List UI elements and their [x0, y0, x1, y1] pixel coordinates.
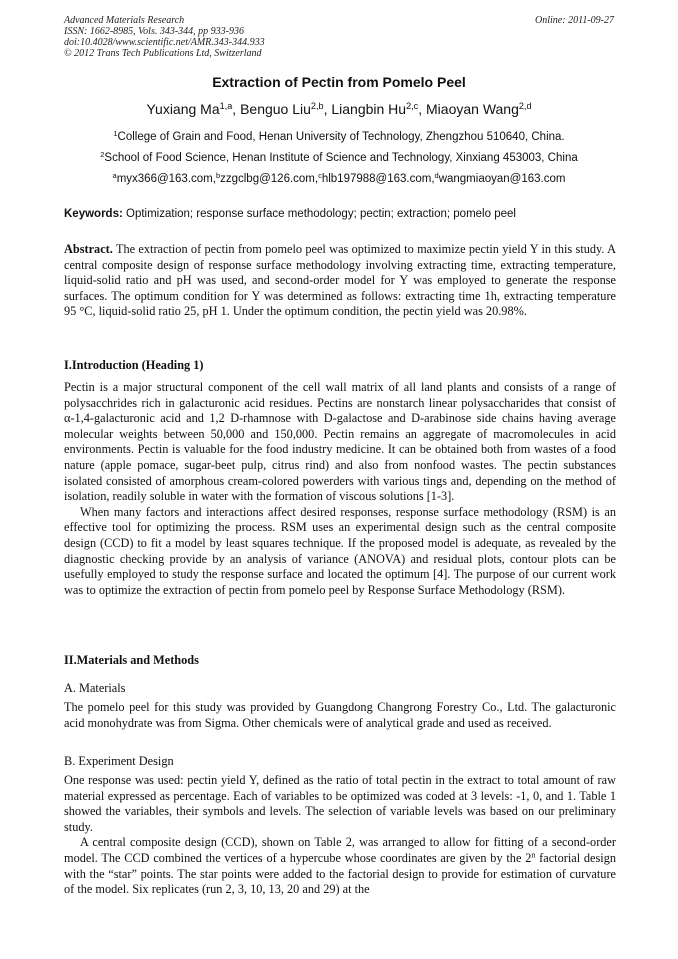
journal-header	[64, 15, 265, 59]
email-sup: d	[434, 170, 439, 180]
author-name: Benguo Liu	[240, 101, 311, 117]
affiliation-2	[0, 149, 678, 164]
email-sup: c	[318, 170, 322, 180]
introduction-body	[64, 380, 616, 598]
section-heading-introduction: I.Introduction (Heading 1)	[64, 358, 204, 372]
paper-title: Extraction of Pectin from Pomelo Peel	[212, 74, 466, 90]
email-address: myx366@163.com,	[116, 173, 216, 185]
email-sup: b	[215, 170, 221, 180]
author-list: Yuxiang Ma$^{1,a}$, Benguo Liu$^{2,b}$, Liangbin Hu$^{2,c}$, Miaoyan Wang$^{2,d}$	[146, 101, 532, 117]
affiliation-text: College of Grain and Food, Henan University of Technology, Zhengzhou 510640, China.	[117, 131, 565, 143]
affiliation-text: School of Food Science, Henan Institute of Science and Technology, Xinxiang 453003, China	[104, 152, 578, 164]
author-affil-sup: 2,c	[406, 101, 419, 111]
materials-body	[64, 700, 616, 731]
experiment-paragraph-2	[64, 835, 616, 897]
keywords-label: Keywords:	[64, 208, 123, 220]
online-date: Online: 2011-09-27	[535, 15, 614, 26]
keywords-line	[64, 208, 616, 220]
introduction-paragraph-2: When many factors and interactions affect desired responses, response surface methodology (RSM) is an effective tool for optimizing the process. RSM uses an experimental design such as the central composite design (CCD) to fit a model by least squares technique. If the proposed model is adequate, as revealed by the diagnostic checking provide by an analysis of variance (ANOVA) and residual plots, contour plots can be usefully employed to study the response surface and located the optimum [4]. The purpose of our current work was to optimize the extraction of pectin from pomelo peel by Response Surface Methodology (RSM).	[64, 504, 616, 597]
author-affil-sup: 1,a	[219, 101, 233, 111]
subheading-experiment-design: B. Experiment Design	[64, 754, 174, 768]
email-line	[0, 170, 678, 185]
copyright-line: © 2012 Trans Tech Publications Ltd, Switzerland	[64, 48, 262, 59]
affiliation-sup: 2	[100, 149, 105, 159]
author-affil-sup: 2,b	[310, 101, 324, 111]
experiment-design-body	[64, 773, 616, 898]
introduction-paragraph-1: Pectin is a major structural component of the cell wall matrix of all land plants and consists of a range of polysacchrides rich in galacturonic acid residues. Pectins are nonstarch linear polysaccharides that consist of α-1,4-galacturonic acid and 1,2 D-rhamnose with D-galactose and D-arabinose side chains having average molecular weights between 50,000 and 150,000. Pectin remains an aggregate of macromolecules in acid environments. Pectin is valuable for the food industry medicine. It can be obtained both from wastes of a food nature (apple pomace, sugar-beet pulp, citrus rind) and also from nonfood wastes. The pectin substances isolated consisted of amorphous cream-colored powerders with various tings and, depending on the method of isolation, readily soluble in water with the formation of viscous solutions [1-3].	[64, 380, 616, 504]
affiliation-1	[0, 128, 678, 143]
email-address: zzgclbg@126.com,	[220, 173, 319, 185]
experiment-paragraph-2-start: A central composite design (CCD), shown on Table 2, was arranged to allow for fitting of a second-order model. The CCD combined the vertices of a hypercube whose coordinates are given by the 2	[64, 835, 616, 865]
journal-name: Advanced Materials Research	[64, 15, 185, 26]
abstract-block	[64, 242, 616, 320]
issn-line: ISSN: 1662-8985, Vols. 343-344, pp 933-936	[64, 26, 244, 37]
abstract-label: Abstract.	[64, 242, 113, 256]
keywords-text: Optimization; response surface methodology; pectin; extraction; pomelo peel	[126, 208, 516, 220]
experiment-paragraph-2-end: factorial design with the “star” points. The star points were added to the factorial design to provide for estimation of curvature of the model. Six replicates (run 2, 3, 10, 13, 20 and 29) at the	[64, 850, 616, 897]
affiliation-sup: 1	[113, 128, 118, 138]
author-name: Yuxiang Ma	[146, 101, 220, 117]
author-affil-sup: 2,d	[518, 101, 532, 111]
exponent-sup: n	[531, 850, 536, 860]
section-heading-methods: II.Materials and Methods	[64, 653, 199, 667]
email-address: hlb197988@163.com,	[321, 173, 435, 185]
author-name: Miaoyan Wang	[426, 101, 519, 117]
doi-line: doi:10.4028/www.scientific.net/AMR.343-344.933	[64, 37, 265, 48]
email-sup: a	[112, 170, 117, 180]
author-name: Liangbin Hu	[331, 101, 407, 117]
email-address: wangmiaoyan@163.com	[438, 173, 566, 185]
subheading-materials: A. Materials	[64, 681, 126, 695]
abstract-text: The extraction of pectin from pomelo peel was optimized to maximize pectin yield Y in this study. A central composite design of response surface methodology involving extracting time, extracting temperature, liquid-solid ratio and pH was used, and second-order model for Y was employed to generate the response surfaces. The optimum condition for Y was determined as follows: extracting time 1h, extracting temperature 95 °C, liquid-solid ratio 25, pH 1. Under the optimum condition, the pectin yield was 20.98%.	[64, 242, 616, 319]
materials-paragraph: The pomelo peel for this study was provided by Guangdong Changrong Forestry Co., Ltd. The galacturonic acid monohydrate was from Sigma. Other chemicals were of analytical grade and used as received.	[64, 700, 616, 730]
experiment-paragraph-1: One response was used: pectin yield Y, defined as the ratio of total pectin in the extract to total amount of raw material expressed as percentage. Each of variables to be optimized was coded at 3 levels: -1, 0, and 1. Table 1 showed the variables, their symbols and levels. The selection of variable levels was based on our preliminary study.	[64, 773, 616, 834]
